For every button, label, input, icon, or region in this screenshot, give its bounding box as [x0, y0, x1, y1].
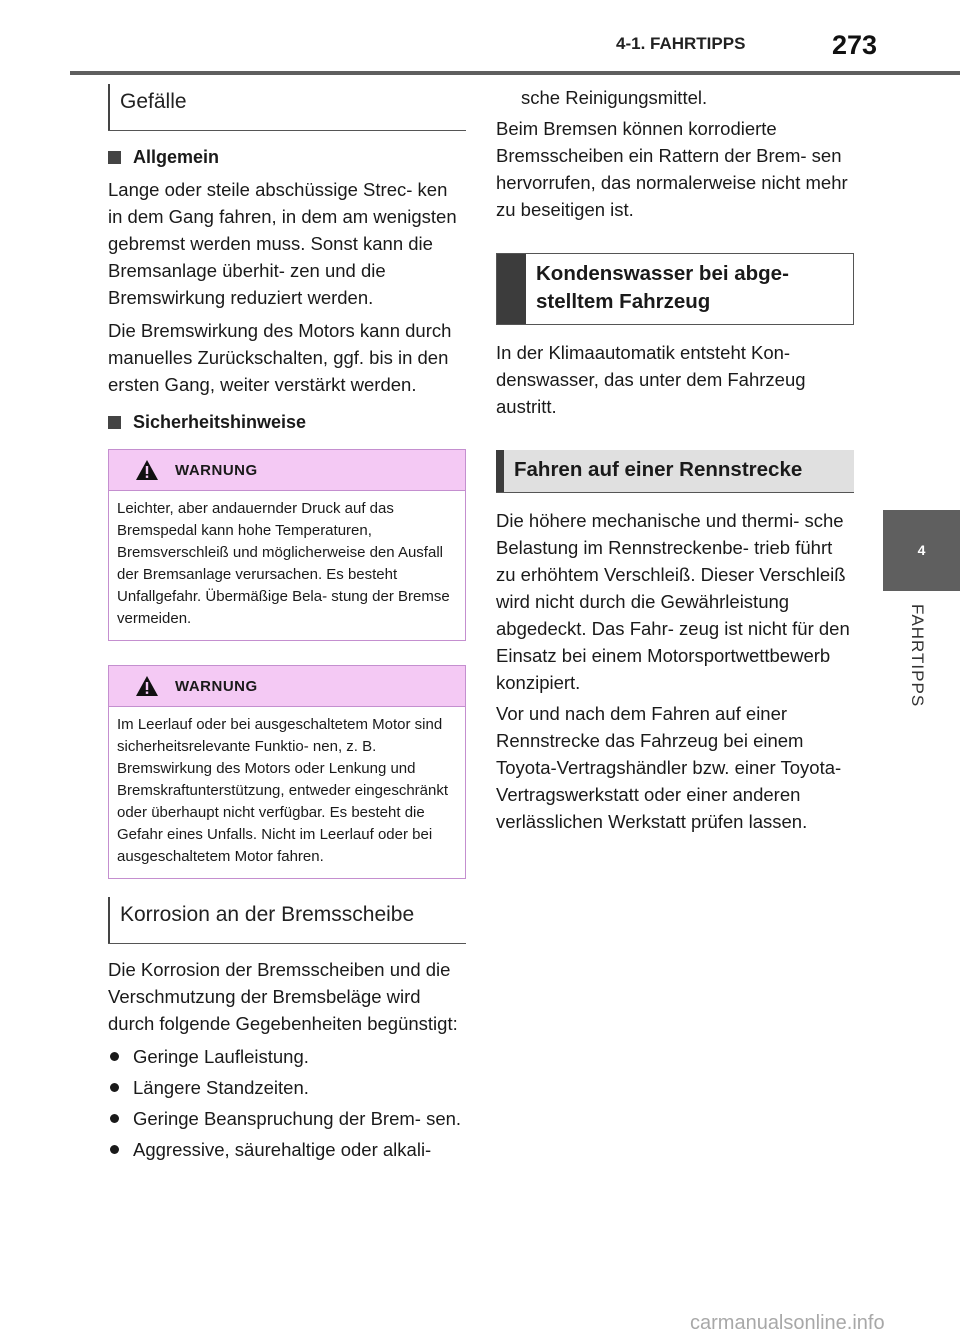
list-item-text: Aggressive, säurehaltige oder alkali- [133, 1139, 432, 1160]
left-column [108, 84, 466, 1163]
warning-text: Im Leerlauf oder bei ausgeschaltetem Motor sind sicherheitsrelevante Funktio- nen, z. B. Bremswirkung des Motors oder Lenkung und Bremskraftunterstützung, entweder eingeschränkt oder überhaupt nicht verfügbar. Es besteht die Gefahr eines Unfalls. Nicht im Leerlauf oder bei ausgeschaltetem Motor fahren. [117, 716, 449, 865]
page-number: 273 [832, 30, 878, 60]
list-item [108, 1105, 466, 1132]
bullet-icon [110, 1145, 119, 1154]
paragraph: Die Korrosion der Bremsscheiben und die Verschmutzung der Bremsbeläge wird durch folgende Gegebenheiten begünstigt: [108, 959, 458, 1034]
section-heading-korrosion [108, 897, 466, 944]
paragraph: Beim Bremsen können korrodierte Bremsscheiben ein Rattern der Brem- sen hervorrufen, das normalerweise nicht mehr zu beseitigen ist. [496, 118, 848, 220]
paragraph: Lange oder steile abschüssige Strec- ken in dem Gang fahren, in dem am wenigsten gebremst werden muss. Sonst kann die Bremsanlage überhit- zen und die Bremswirkung reduziert werden. [108, 179, 457, 308]
section-bar [496, 450, 504, 492]
section-heading-text: Gefälle [120, 90, 187, 113]
paragraph: Die höhere mechanische und thermi- sche Belastung im Rennstreckenbe- trieb führt zu erhöhtem Verschleiß. Dieser Verschleiß wird nicht durch die Gewährleistung abgedeckt. Das Fahr- zeug ist nicht für den Einsatz bei einem Motorsportwettbewerb konzipiert. [496, 510, 850, 693]
section-heading-text: Kondenswasser bei abge- stelltem Fahrzeug [526, 254, 853, 324]
section-heading-text: Korrosion an der Bremsscheibe [120, 903, 415, 926]
chapter-label [900, 604, 940, 724]
warning-header [109, 450, 465, 491]
paragraph: Die Bremswirkung des Motors kann durch manuelles Zurückschalten, ggf. bis in den ersten Gang, weiter verstärkt werden. [108, 320, 452, 395]
bullet-icon [110, 1114, 119, 1123]
subheading-text: Sicherheitshinweise [133, 412, 307, 432]
list-item [108, 1074, 466, 1101]
list-item-text: Längere Standzeiten. [133, 1077, 309, 1098]
square-bullet-icon [108, 151, 121, 164]
list-item [108, 1136, 466, 1163]
list-item-text: Geringe Beanspruchung der Brem- sen. [133, 1108, 462, 1129]
section-heading-gefaelle [108, 84, 466, 131]
chapter-tab[interactable]: 4 [883, 510, 960, 591]
warning-triangle-icon [135, 459, 159, 481]
paragraph-continuation: sche Reinigungsmittel. [521, 87, 708, 108]
chapter-label-text: FAHRTIPPS [908, 604, 927, 708]
paragraph: Vor und nach dem Fahren auf einer Rennstrecke das Fahrzeug bei einem Toyota-Vertragshändler bzw. einer Toyota-Vertragswerkstatt oder einer anderen verlässlichen Werkstatt prüfen lassen. [496, 703, 842, 832]
header-rule [70, 71, 960, 75]
list-item-text: Geringe Laufleistung. [133, 1046, 309, 1067]
section-heading-kondenswasser [496, 253, 854, 325]
bullet-icon [110, 1083, 119, 1092]
subheading-sicherheitshinweise [108, 412, 466, 433]
warning-title: WARNUNG [175, 461, 258, 479]
list-item [108, 1043, 466, 1070]
warning-box [108, 449, 466, 641]
subheading-text: Allgemein [133, 147, 220, 167]
warning-header [109, 666, 465, 707]
subheading-allgemein [108, 147, 466, 168]
paragraph: In der Klimaautomatik entsteht Kon- denswasser, das unter dem Fahrzeug austritt. [496, 342, 806, 417]
bullet-icon [110, 1052, 119, 1061]
watermark: carmanualsonline.info [690, 1312, 885, 1334]
header-section-title: 4-1. FAHRTIPPS [616, 34, 746, 53]
warning-title: WARNUNG [175, 677, 258, 695]
warning-text: Leichter, aber andauernder Druck auf das Bremspedal kann hohe Temperaturen, Bremsverschleiß und möglicherweise den Ausfall der Bremsanlage verursachen. Es besteht Unfallgefahr. Übermäßige Bela- stung der Bremse vermeiden. [117, 500, 450, 627]
warning-box [108, 665, 466, 879]
section-heading-text: Fahren auf einer Rennstrecke [514, 458, 803, 481]
square-bullet-icon [108, 416, 121, 429]
warning-triangle-icon [135, 675, 159, 697]
section-bar [497, 254, 526, 324]
section-heading-rennstrecke [496, 450, 854, 493]
right-column [496, 84, 854, 835]
